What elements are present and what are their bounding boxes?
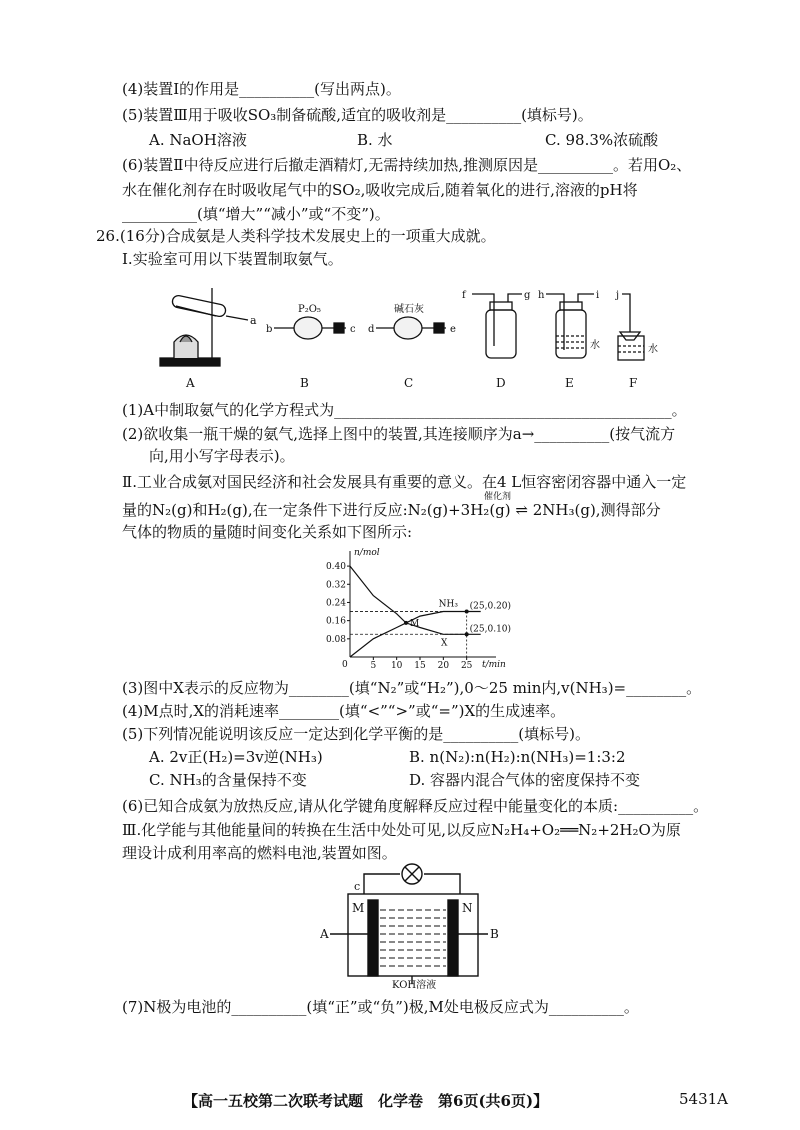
y-tick-label-0: 0.08 (325, 634, 346, 645)
x-tick-label-3: 15 (414, 661, 426, 671)
inlet-b: B (490, 927, 499, 941)
q25-5-opt-b: B. 水 (357, 131, 393, 149)
x-axis-label: t/min (482, 660, 506, 670)
port-b: b (266, 324, 273, 335)
apparatus-c (376, 317, 446, 339)
port-a: a (250, 314, 257, 327)
label-f: F (629, 376, 638, 390)
annotation-point-1 (465, 610, 469, 614)
electrode-n: N (462, 901, 473, 915)
annotation-label-2: (25,0.10) (469, 624, 512, 635)
reagent-p2o5: P₂O₅ (298, 304, 321, 315)
q26-1: (1)A中制取氨气的化学方程式为_____________________________________________。 (122, 401, 687, 419)
apparatus-b (274, 317, 346, 339)
q26-5-opt-d: D. 容器内混合气体的密度保持不变 (409, 771, 641, 789)
apparatus-figure (150, 280, 670, 395)
apparatus-a (160, 288, 248, 366)
y-tick-label-3: 0.32 (325, 580, 346, 591)
y-tick-label-4: 0.40 (325, 562, 346, 573)
q25-5-opt-c: C. 98.3%浓硫酸 (545, 131, 659, 149)
label-d: D (496, 376, 506, 390)
electrode-m: M (352, 901, 365, 915)
q25-4: (4)装置Ⅰ的作用是__________(写出两点)。 (122, 80, 401, 98)
fuel-cell-figure (320, 860, 520, 990)
q26-part-i: Ⅰ.实验室可用以下装置制取氨气。 (122, 250, 343, 268)
apparatus-f (618, 294, 644, 360)
port-d: d (368, 324, 375, 335)
x-tick-label-4: 20 (437, 661, 450, 671)
reagent-water-e: 水 (590, 340, 600, 351)
q26-5: (5)下列情况能说明该反应一定达到化学平衡的是__________(填标号)。 (122, 725, 590, 743)
x-tick-label-5: 25 (460, 661, 473, 671)
mole-time-chart (320, 545, 520, 675)
label-c: C (404, 376, 414, 390)
apparatus-e (546, 294, 594, 358)
origin-label: 0 (342, 660, 348, 670)
port-c: c (350, 324, 356, 335)
q25-5: (5)装置Ⅲ用于吸收SO₃制备硫酸,适宜的吸收剂是__________(填标号)。 (122, 106, 593, 124)
label-e: E (565, 376, 574, 390)
annotation-point-0 (404, 621, 408, 625)
port-j: j (616, 290, 620, 301)
reagent-water-f: 水 (648, 344, 658, 355)
series-label-0: NH₃ (438, 599, 459, 610)
catalyst-label: 催化剂 (484, 492, 512, 502)
q26-heading: 26.(16分)合成氨是人类科学技术发展史上的一项重大成就。 (96, 227, 496, 245)
series-label-1: X (441, 638, 448, 649)
q26-5-opt-c: C. NH₃的含量保持不变 (149, 771, 307, 789)
port-g: g (524, 290, 531, 301)
y-tick-label-1: 0.16 (325, 616, 346, 627)
port-i: i (596, 290, 600, 301)
y-tick-label-2: 0.24 (325, 598, 346, 609)
inlet-a: A (320, 927, 329, 941)
wire-label-c: c (354, 880, 361, 893)
footer-code: 5431A (679, 1090, 729, 1108)
q26-part-iii-a: Ⅲ.化学能与其他能量间的转换在生活中处处可见,以反应N₂H₄+O₂══N₂+2H₂O为原 (122, 821, 681, 839)
q26-6: (6)已知合成氨为放热反应,请从化学键角度解释反应过程中能量变化的本质:__________。 (122, 797, 709, 815)
q26-part-iii-b: 理设计成利用率高的燃料电池,装置如图。 (122, 844, 397, 862)
q26-2a: (2)欲收集一瓶干燥的氨气,选择上图中的装置,其连接顺序为a→__________(按气流方 (122, 425, 676, 443)
q26-3: (3)图中X表示的反应物为________(填“N₂”或“H₂”),0～25 min内,v(NH₃)=________。 (122, 679, 702, 697)
q25-6a: (6)装置Ⅱ中待反应进行后撤走酒精灯,无需持续加热,推测原因是__________。若用O₂、 (122, 156, 692, 174)
label-b: B (300, 376, 309, 390)
q26-4: (4)M点时,X的消耗速率________(填“<”“>”或“=”)X的生成速率。 (122, 702, 566, 720)
apparatus-d (472, 294, 522, 358)
annotation-label-0: M (410, 618, 420, 629)
port-h: h (538, 290, 545, 301)
q26-part-ii-b: 量的N₂(g)和H₂(g),在一定条件下进行反应:N₂(g)+3H₂(g) ⇌ 2NH₃(g),测得部分 (122, 501, 661, 519)
q26-part-ii-c: 气体的物质的量随时间变化关系如下图所示: (122, 523, 413, 541)
x-tick-label-2: 10 (390, 661, 403, 671)
q25-6b: 水在催化剂存在时吸收尾气中的SO₂,吸收完成后,随着氧化的进行,溶液的pH将 (122, 181, 638, 199)
port-f: f (462, 290, 466, 301)
port-e: e (450, 324, 456, 335)
q26-7: (7)N极为电池的__________(填“正”或“负”)极,M处电极反应式为__________。 (122, 998, 639, 1016)
footer-title: 【高一五校第二次联考试题 化学卷 第6页(共6页)】 (183, 1092, 549, 1110)
annotation-label-1: (25,0.20) (469, 601, 512, 612)
x-tick-label-1: 5 (370, 661, 377, 671)
q26-2b: 向,用小写字母表示)。 (149, 447, 295, 465)
reagent-soda-lime: 碱石灰 (394, 304, 424, 315)
q25-5-opt-a: A. NaOH溶液 (149, 131, 247, 149)
q26-5-opt-a: A. 2v正(H₂)=3v逆(NH₃) (149, 748, 323, 766)
electrolyte-label: KOH溶液 (392, 980, 437, 990)
y-axis-label: n/mol (354, 548, 380, 558)
q25-6c: __________(填“增大”“减小”或“不变”)。 (122, 205, 390, 223)
label-a: A (186, 376, 195, 390)
q26-5-opt-b: B. n(N₂):n(H₂):n(NH₃)=1:3:2 (409, 748, 626, 766)
q26-part-ii-a: Ⅱ.工业合成氨对国民经济和社会发展具有重要的意义。在4 L恒容密闭容器中通入一定 (122, 473, 687, 491)
annotation-point-2 (465, 632, 469, 636)
